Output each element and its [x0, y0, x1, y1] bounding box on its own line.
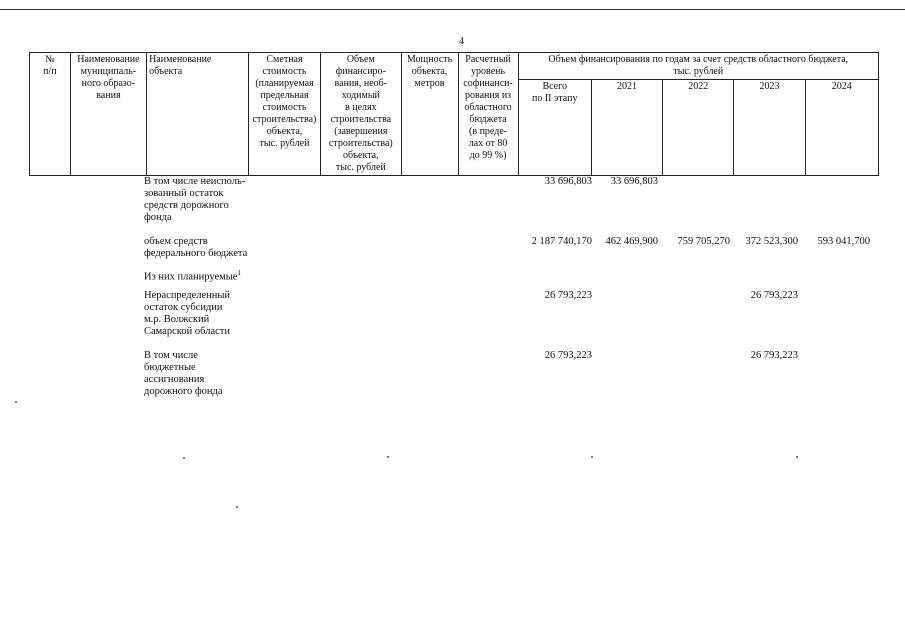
row-total: 33 696,803 — [544, 176, 592, 187]
scan-speck — [591, 456, 593, 458]
row-value-2022: 759 705,270 — [677, 236, 730, 247]
header-year-2023: 2023 — [734, 80, 805, 176]
header-estimate: Сметная стоимость (планируемая предельная стоимость строительства) объекта, тыс. рублей — [248, 53, 320, 176]
page-number: 4 — [459, 36, 464, 47]
row-label-text: Из них планируемые — [144, 271, 238, 283]
scan-speck — [15, 401, 17, 403]
header-funding-group: Объем финансирования по годам за счет средств областного бюджета, тыс. рублей — [518, 53, 878, 80]
row-label: В том числе бюджетные ассигнования дорожного фонда — [144, 350, 223, 397]
row-label: объем средств федерального бюджета — [144, 236, 248, 259]
scan-speck — [387, 456, 389, 458]
row-value-2021: 33 696,803 — [610, 176, 658, 187]
row-total: 26 793,223 — [544, 290, 592, 301]
scan-speck — [796, 456, 798, 458]
header-total: Всего по II этапу — [518, 80, 591, 176]
header-rate: Расчетный уровень софинанси- рования из областного бюджета (в преде- лах от 80 до 99 %) — [458, 53, 518, 176]
row-label: В том числе неисполь- зованный остаток средств дорожного фонда — [144, 176, 246, 223]
header-capacity: Мощность объекта, метров — [401, 53, 458, 176]
row-value-2023: 372 523,300 — [745, 236, 798, 247]
header-year-2022: 2022 — [663, 80, 734, 176]
row-value-2023: 26 793,223 — [750, 350, 798, 361]
row-value-2023: 26 793,223 — [750, 290, 798, 301]
scan-speck — [236, 506, 238, 508]
header-year-2021: 2021 — [591, 80, 662, 176]
footnote-marker: 1 — [237, 269, 241, 277]
header-num: № п/п — [30, 53, 71, 176]
header-object: Наименование объекта — [147, 53, 249, 176]
header-municipality: Наименование муниципаль- ного образо- вания — [70, 53, 146, 176]
row-value-2024: 593 041,700 — [817, 236, 870, 247]
row-value-2021: 462 469,900 — [605, 236, 658, 247]
row-total: 2 187 740,170 — [531, 236, 592, 247]
header-year-2024: 2024 — [805, 80, 878, 176]
header-volume: Объем финансиро- вания, необ- ходимый в целях строительства (завершения строительства) объекта, тыс. рублей — [321, 53, 401, 176]
row-total: 26 793,223 — [544, 350, 592, 361]
scan-speck — [183, 457, 185, 459]
row-label: Нераспределенный остаток субсидии м.р. Волжский Самарской области — [144, 290, 231, 337]
row-label — [144, 267, 274, 284]
